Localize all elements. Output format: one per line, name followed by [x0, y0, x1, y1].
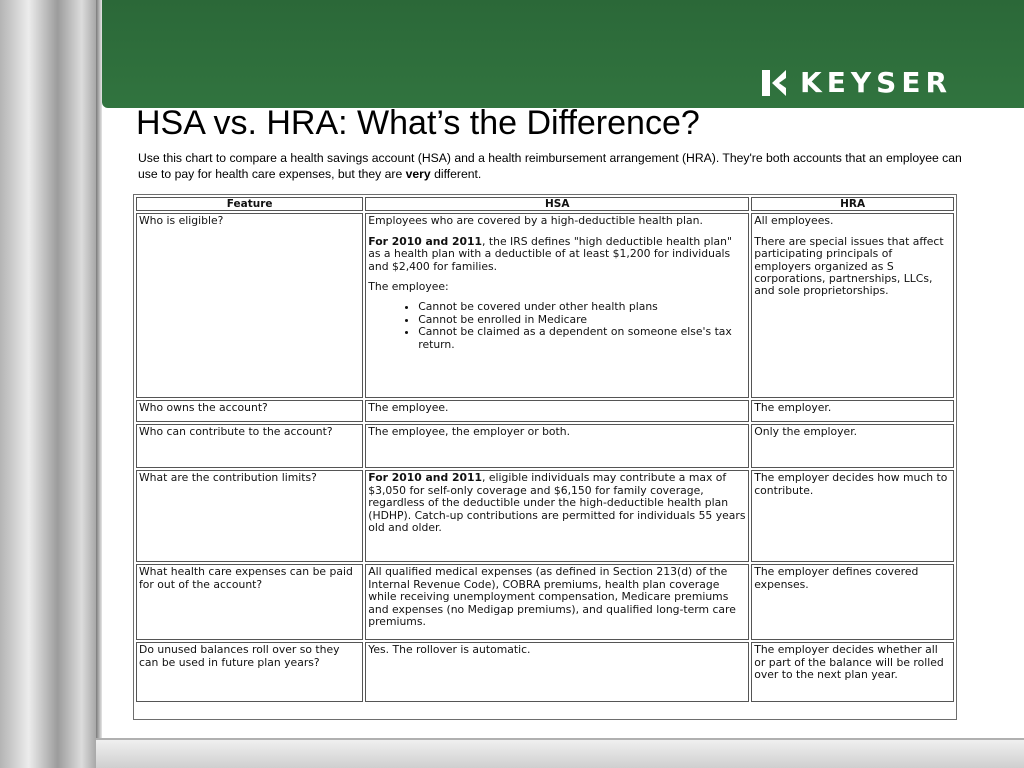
hra-cell: The employer decides how much to contribute.	[751, 470, 954, 562]
list-item: • Cannot be covered under other health plans	[418, 301, 746, 313]
page-edge-shadow	[96, 0, 102, 768]
feature-cell: What are the contribution limits?	[136, 470, 363, 562]
comparison-table	[134, 195, 956, 704]
hra-cell: The employer.	[751, 400, 954, 422]
table-row	[136, 470, 954, 562]
hsa-irs-definition	[368, 236, 746, 273]
hsa-cell: All qualified medical expenses (as defined in Section 213(d) of the Internal Revenue Code), COBRA premiums, health plan coverage while receiving unemployment compensation, Medicare premiums and expenses (no Medigap premiums), and qualified long-term care premiums.	[365, 564, 749, 640]
page-title: HSA vs. HRA: What’s the Difference?	[136, 104, 700, 142]
intro-text-start: Use this chart to compare a health savings account (HSA) and a health reimbursement arrangement (HRA). They're both accounts that an employee can use to pay for health care expenses, but they are	[138, 151, 962, 181]
feature-cell: Who can contribute to the account?	[136, 424, 363, 468]
hsa-eligibility-text: Employees who are covered by a high-deductible health plan.	[368, 214, 703, 228]
hsa-cell: The employee.	[365, 400, 749, 422]
header-row	[136, 197, 954, 211]
keyser-k-mark-icon	[762, 70, 788, 96]
header-feature: Feature	[136, 197, 363, 211]
hsa-cell: Yes. The rollover is automatic.	[365, 642, 749, 702]
hsa-employee-label: The employee:	[368, 280, 449, 294]
hsa-year-emphasis: For 2010 and 2011	[368, 234, 483, 248]
intro-text-end: different.	[430, 167, 482, 181]
hra-cell: The employer decides whether all or part of the balance will be rolled over to the next plan year.	[751, 642, 954, 702]
hra-eligibility-text: All employees.	[754, 214, 834, 228]
feature-cell: What health care expenses can be paid for out of the account?	[136, 564, 363, 640]
intro-text	[138, 150, 968, 182]
feature-cell: Who is eligible?	[136, 213, 363, 398]
left-decorative-rail	[0, 0, 96, 768]
comparison-chart	[133, 194, 957, 720]
hsa-contribution-text: , eligible individuals may contribute a max of $3,050 for self-only coverage and $6,150 for family coverage, regardless of the deductible under the high-deductible health plan (HDHP). Catch-up contributions are permitted for individuals 55 years old and older.	[368, 471, 746, 535]
hsa-cell: The employee, the employer or both.	[365, 424, 749, 468]
hsa-requirements-list	[368, 301, 746, 351]
logo-text: KEYSER	[800, 66, 952, 99]
table-row	[136, 400, 954, 422]
list-item: • Cannot be enrolled in Medicare	[418, 314, 746, 326]
table-row	[136, 642, 954, 702]
intro-text-emphasis: very	[405, 167, 431, 181]
hra-cell: Only the employer.	[751, 424, 954, 468]
header-hra: HRA	[751, 197, 954, 211]
hra-cell: The employer defines covered expenses.	[751, 564, 954, 640]
hsa-irs-definition-text: , the IRS defines "high deductible health plan" as a health plan with a deductible of at least $1,200 for individuals and $2,400 for families.	[368, 234, 732, 273]
hra-special-issues-text: There are special issues that affect participating principals of employers organized as S corporations, partnerships, LLCs, and sole proprietorships.	[754, 234, 944, 298]
list-item: • Cannot be claimed as a dependent on someone else's tax return.	[418, 326, 746, 351]
hra-cell	[751, 213, 954, 398]
hsa-year-emphasis: For 2010 and 2011	[368, 471, 483, 485]
table-row	[136, 564, 954, 640]
header-banner	[102, 0, 1024, 108]
bottom-decorative-band	[96, 738, 1024, 768]
header-hsa: HSA	[365, 197, 749, 211]
feature-cell: Do unused balances roll over so they can be used in future plan years?	[136, 642, 363, 702]
keyser-logo	[762, 66, 952, 99]
hsa-cell	[365, 213, 749, 398]
hsa-cell	[365, 470, 749, 562]
feature-cell: Who owns the account?	[136, 400, 363, 422]
table-row	[136, 424, 954, 468]
table-row	[136, 213, 954, 398]
